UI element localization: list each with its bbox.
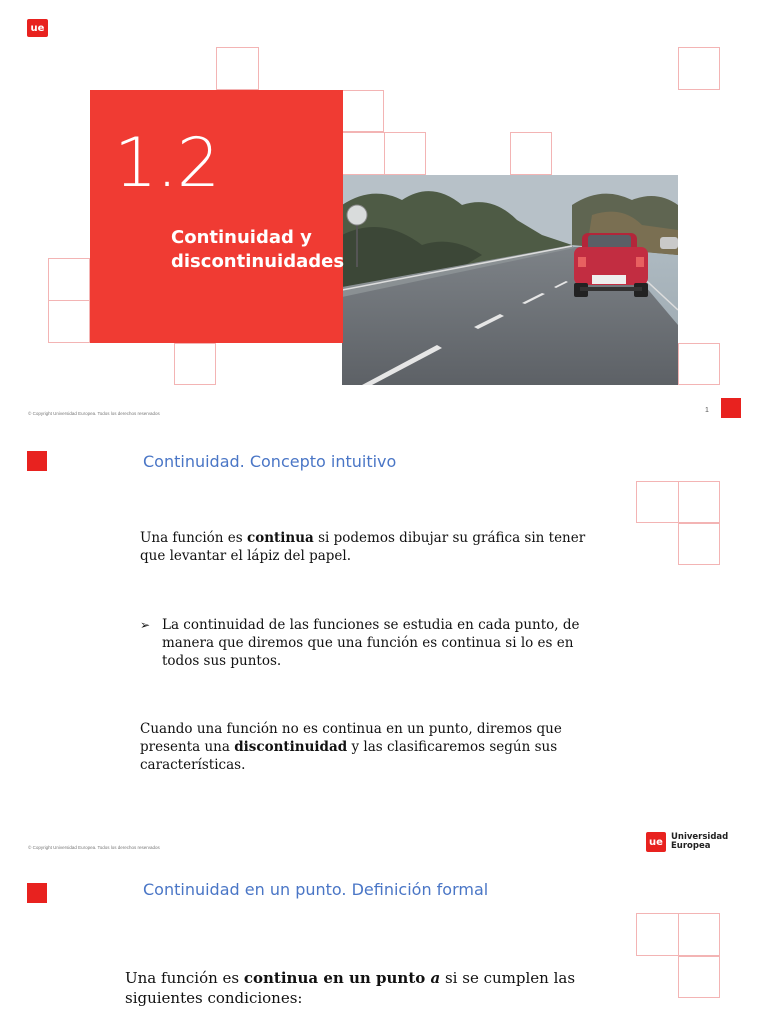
- deco-square: [216, 47, 259, 90]
- slide-heading: Continuidad. Concepto intuitivo: [143, 452, 397, 471]
- universidad-europea-logo: ue Universidad Europea: [646, 832, 728, 852]
- deco-square: [342, 90, 384, 132]
- paragraph-intro: Una función es continua si podemos dibujar su gráfica sin tener que levantar el lápiz del papel.: [140, 530, 586, 564]
- deco-square: [678, 523, 720, 565]
- road-photo: [342, 175, 678, 385]
- paragraph-discontinuity: Cuando una función no es continua en un punto, diremos que presenta una discontinuidad y las clasificaremos según sus características.: [140, 721, 562, 773]
- deco-line: [678, 913, 679, 956]
- section-number: 1.2: [114, 124, 220, 203]
- copyright: © Copyright Universidad Europea. Todos los derechos reservados: [28, 845, 160, 850]
- copyright: © Copyright Universidad Europea. Todos los derechos reservados: [28, 411, 160, 416]
- page-number: 1: [705, 407, 709, 414]
- deco-square: [678, 956, 720, 998]
- ue-logo: ue: [27, 19, 48, 37]
- heading-marker: [27, 883, 47, 903]
- heading-marker: [27, 451, 47, 471]
- ue-logo: ue: [646, 832, 666, 852]
- bullet-item: La continuidad de las funciones se estudia en cada punto, de manera que diremos que una función es continua si lo es en todos sus puntos.: [162, 617, 580, 669]
- deco-line: [48, 300, 90, 301]
- bullet-marker: ➢: [140, 618, 151, 632]
- page-marker: [721, 398, 741, 418]
- deco-line: [384, 132, 385, 175]
- slide-title: Continuidad y discontinuidades: [171, 227, 345, 272]
- deco-square: [678, 47, 720, 90]
- deco-square: [174, 343, 216, 385]
- deco-line: [678, 481, 679, 523]
- deco-square: [510, 132, 552, 175]
- paragraph-definition: Una función es continua en un punto a si se cumplen las siguientes condiciones:: [125, 969, 576, 1007]
- slide-heading: Continuidad en un punto. Definición formal: [143, 880, 489, 899]
- deco-square: [678, 343, 720, 385]
